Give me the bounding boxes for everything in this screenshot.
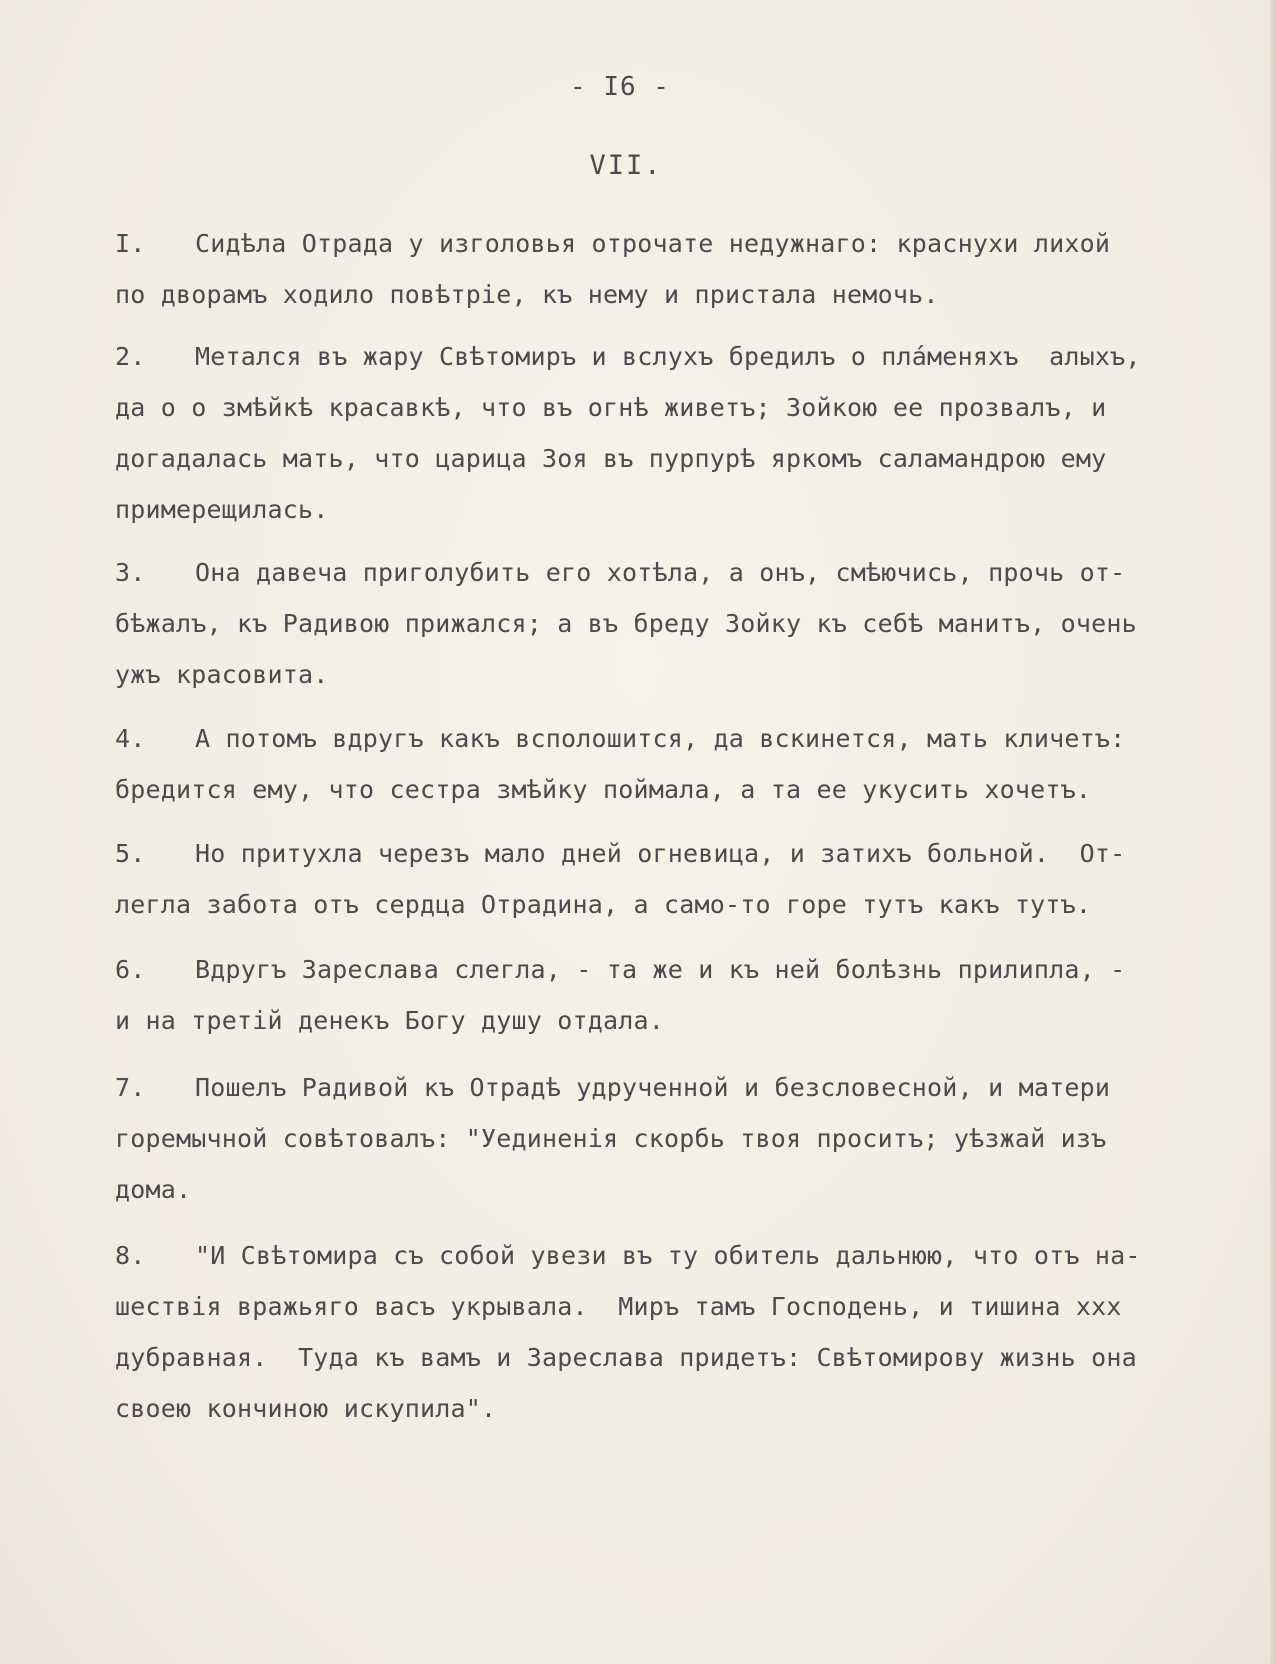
paragraph-line: [115, 547, 1245, 598]
paragraph-4: [115, 713, 1245, 815]
paragraph-line: шествія вражьяго васъ укрывала. Миръ тамъ Господень, и тишина ххх: [115, 1292, 1122, 1321]
paragraph-line: примерещилась.: [115, 495, 329, 524]
paragraph-text: Метался въ жару Свѣтомиръ и вслухъ бредилъ о пла́меняхъ алыхъ,: [195, 342, 1141, 371]
paragraph-line: догадалась мать, что царица Зоя въ пурпурѣ яркомъ саламандрою ему: [115, 444, 1107, 473]
paragraph-number: I.: [115, 229, 146, 258]
paragraph-line: [115, 828, 1245, 879]
paragraph-number: 3.: [115, 558, 146, 587]
paragraph-2: [115, 331, 1245, 535]
paragraph-line: по дворамъ ходило повѣтріе, къ нему и пристала немочь.: [115, 280, 939, 309]
paragraph-line: [115, 218, 1245, 269]
paragraph-5: [115, 828, 1245, 930]
paragraph-number: 7.: [115, 1073, 146, 1102]
paragraph-line: бѣжалъ, къ Радивою прижался; а въ бреду Зойку къ себѣ манитъ, очень: [115, 609, 1137, 638]
paragraph-line: [115, 1230, 1245, 1281]
paragraph-text: "И Свѣтомира съ собой увези въ ту обитель дальнюю, что отъ на-: [195, 1241, 1141, 1270]
paragraph-line: и на третій денекъ Богу душу отдала.: [115, 1006, 665, 1035]
paragraph-text: Вдругъ Зареслава слегла, - та же и къ ней болѣзнь прилипла, -: [195, 955, 1126, 984]
paper-edge: [1270, 0, 1276, 1664]
paragraph-1: [115, 218, 1245, 320]
paragraph-number: 8.: [115, 1241, 146, 1270]
paragraph-line: горемычной совѣтовалъ: "Уединенія скорбь твоя проситъ; уѣзжай изъ: [115, 1124, 1107, 1153]
paragraph-8: [115, 1230, 1245, 1434]
page-number: - I6 -: [570, 72, 670, 102]
paragraph-line: [115, 1062, 1245, 1113]
paragraph-number: 6.: [115, 955, 146, 984]
paragraph-line: ужъ красовита.: [115, 660, 329, 689]
paragraph-3: [115, 547, 1245, 700]
paragraph-line: легла забота отъ сердца Отрадина, а само-то горе тутъ какъ тутъ.: [115, 890, 1092, 919]
paragraph-line: своею кончиною искупила".: [115, 1394, 497, 1423]
chapter-heading: VII.: [589, 150, 663, 181]
paragraph-number: 2.: [115, 342, 146, 371]
paragraph-text: Она давеча приголубить его хотѣла, а онъ, смѣючись, прочь от-: [195, 558, 1126, 587]
paragraph-line: бредится ему, что сестра змѣйку поймала, а та ее укусить хочетъ.: [115, 775, 1092, 804]
paragraph-line: дубравная. Туда къ вамъ и Зареслава придетъ: Свѣтомирову жизнь она: [115, 1343, 1137, 1372]
paragraph-number: 5.: [115, 839, 146, 868]
paragraph-6: [115, 944, 1245, 1046]
paragraph-text: А потомъ вдругъ какъ всполошится, да вскинется, мать кличетъ:: [195, 724, 1126, 753]
paragraph-number: 4.: [115, 724, 146, 753]
paragraph-text: Но притухла черезъ мало дней огневица, и затихъ больной. От-: [195, 839, 1126, 868]
paragraph-line: дома.: [115, 1175, 192, 1204]
paragraph-line: да о о змѣйкѣ красавкѣ, что въ огнѣ живетъ; Зойкою ее прозвалъ, и: [115, 393, 1107, 422]
paragraph-7: [115, 1062, 1245, 1215]
paragraph-text: Сидѣла Отрада у изголовья отрочате недужнаго: краснухи лихой: [195, 229, 1111, 258]
paragraph-line: [115, 331, 1245, 382]
paragraph-text: Пошелъ Радивой къ Отрадѣ удрученной и безсловесной, и матери: [195, 1073, 1111, 1102]
paragraph-line: [115, 944, 1245, 995]
paragraph-line: [115, 713, 1245, 764]
